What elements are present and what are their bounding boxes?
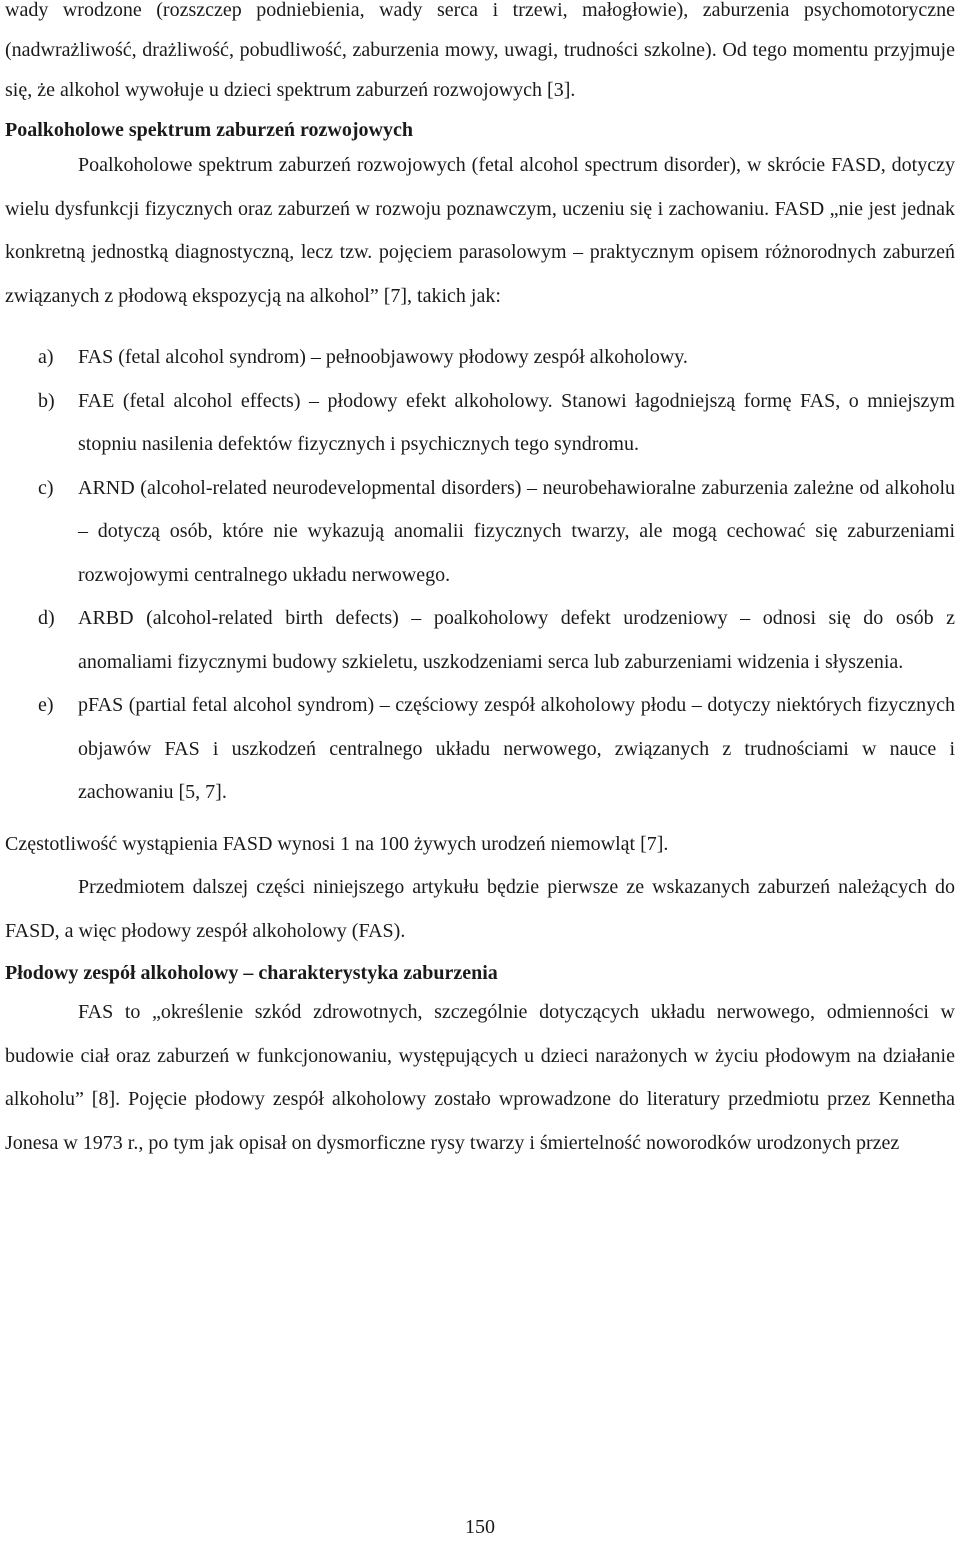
page-number: 150 xyxy=(465,1516,495,1538)
list-item xyxy=(5,467,955,598)
list-item-text: ARND (alcohol-related neurodevelopmental disorders) – neurobehawioralne zaburzenia zależne od alkoholu – dotyczą osób, które nie wykazują anomalii fizycznych twarzy, ale mogą cechować się zaburzeniami rozwojowymi centralnego układu nerwowego. xyxy=(78,476,955,586)
list-marker: b) xyxy=(38,389,55,412)
list-item xyxy=(5,336,955,380)
document-page xyxy=(5,0,955,1537)
list-marker: c) xyxy=(38,476,54,499)
list-item-text: pFAS (partial fetal alcohol syndrom) – częściowy zespół alkoholowy płodu – dotyczy niektórych fizycznych objawów FAS i uszkodzeń centralnego układu nerwowego, związanych z trudnościami w nauce i zachowaniu [5, 7]. xyxy=(78,694,955,803)
list-marker: a) xyxy=(38,346,54,368)
list-item-text: ARBD (alcohol-related birth defects) – poalkoholowy defekt urodzeniowy – odnosi się do osób z anomaliami fizycznymi budowy szkieletu, uszkodzeniami serca lub zaburzeniami widzenia i słyszenia. xyxy=(78,607,955,673)
fas-paragraph: FAS to „określenie szkód zdrowotnych, szczególnie dotyczących układu nerwowego, odmienności w budowie ciał oraz zaburzeń w funkcjonowaniu, występujących u dzieci narażonych w życiu płodowym na działanie alkoholu” [8]. Pojęcie płodowy zespół alkoholowy zostało wprowadzone do literatury przedmiotu przez Kennetha Jonesa w 1973 r., po tym jak opisał on dysmorficzne rysy twarzy i śmiertelność noworodków urodzonych przez xyxy=(5,1001,955,1154)
section-heading-fas: Płodowy zespół alkoholowy – charakterystyka zaburzenia xyxy=(5,962,498,984)
list-item xyxy=(5,597,955,684)
list-marker: d) xyxy=(38,607,55,629)
list-item-text: FAS (fetal alcohol syndrom) – pełnoobjawowy płodowy zespół alkoholowy. xyxy=(78,346,688,368)
intro-paragraph: wady wrodzone (rozszczep podniebienia, wady serca i trzewi, małogłowie), zaburzenia psychomotoryczne (nadwrażliwość, drażliwość, pobudliwość, zaburzenia mowy, uwagi, trudności szkolne). Od tego momentu przyjmuje się, że alkohol wywołuje u dzieci spektrum zaburzeń rozwojowych [3]. xyxy=(5,0,955,101)
list-marker: e) xyxy=(38,694,54,716)
section-heading-fasd: Poalkoholowe spektrum zaburzeń rozwojowych xyxy=(5,119,413,141)
fasd-paragraph: Poalkoholowe spektrum zaburzeń rozwojowych (fetal alcohol spectrum disorder), w skrócie FASD, dotyczy wielu dysfunkcji fizycznych oraz zaburzeń w rozwoju poznawczym, uczeniu się i zachowaniu. FASD „nie jest jednak konkretną jednostką diagnostyczną, lecz tzw. pojęciem parasolowym – praktycznym opisem różnorodnych zaburzeń związanych z płodową ekspozycją na alkohol” [7], takich jak: xyxy=(5,154,955,307)
list-item-text: FAE (fetal alcohol effects) – płodowy efekt alkoholowy. Stanowi łagodniejszą formę FAS, o mniejszym stopniu nasilenia defektów fizycznych i psychicznych tego syndromu. xyxy=(78,389,955,455)
fasd-types-list xyxy=(5,336,955,815)
list-item xyxy=(5,380,955,467)
subject-paragraph: Przedmiotem dalszej części niniejszego artykułu będzie pierwsze ze wskazanych zaburzeń należących do FASD, a więc płodowy zespół alkoholowy (FAS). xyxy=(5,876,955,942)
frequency-paragraph: Częstotliwość wystąpienia FASD wynosi 1 na 100 żywych urodzeń niemowląt [7]. xyxy=(5,832,669,855)
list-item xyxy=(5,684,955,815)
